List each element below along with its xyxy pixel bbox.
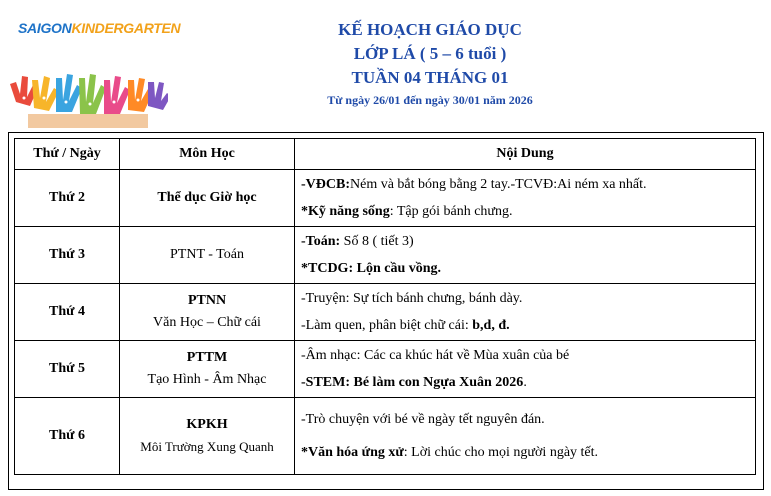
content-line-2 [301, 255, 754, 282]
content-cell [295, 227, 756, 284]
day-cell: Thứ 4 [15, 284, 120, 341]
document-title: KẾ HOẠCH GIÁO DỤC [338, 20, 522, 39]
table-header-row [15, 139, 756, 170]
content-text: Ném và bắt bóng bằng 2 tay.-TCVĐ:Ai ném xa nhất. [350, 177, 647, 192]
class-line: LỚP LÁ ( 5 – 6 tuổi ) [353, 44, 507, 63]
subject-title: PTNN [187, 293, 227, 308]
date-range-line: Từ ngày 26/01 đến ngày 30/01 năm 2026 [327, 93, 533, 107]
header-subject: Môn Học [120, 139, 295, 170]
school-logo [18, 16, 181, 40]
day-cell: Thứ 3 [15, 227, 120, 284]
content-line-1 [301, 228, 754, 255]
content-bold: -STEM: Bé làm con Ngựa Xuân 2026 [301, 375, 524, 390]
colorful-hands-illustration [8, 58, 168, 128]
content-line-2 [301, 439, 754, 466]
content-line-1: -Truyện: Sự tích bánh chưng, bánh dày. [301, 291, 523, 306]
subject-cell [120, 170, 295, 227]
content-text: -Làm quen, phân biệt chữ cái: [301, 318, 473, 333]
content-line-2 [301, 312, 754, 339]
table-row [15, 398, 756, 475]
subject-subtitle: Văn Học – Chữ cái [153, 315, 261, 330]
table-row [15, 284, 756, 341]
subject-cell [120, 284, 295, 341]
logo-part2: KINDERGARTEN [71, 20, 181, 36]
content-line-1: -Âm nhạc: Các ca khúc hát về Mùa xuân của bé [301, 348, 570, 363]
document-header [260, 18, 600, 110]
content-bold: *Kỹ năng sống [301, 204, 390, 219]
schedule-table [14, 138, 756, 475]
content-bold: *Văn hóa ứng xử [301, 445, 404, 460]
content-line-2 [301, 198, 754, 225]
content-line-1: -Trò chuyện với bé về ngày tết nguyên đán. [301, 412, 545, 427]
subject-subtitle: Tạo Hình - Âm Nhạc [147, 372, 267, 387]
content-bold: *TCDG: Lộn cầu vồng. [301, 261, 442, 276]
day-cell: Thứ 5 [15, 341, 120, 398]
content-cell [295, 170, 756, 227]
content-bold: b,d, đ. [472, 318, 510, 333]
subject-title: PTNT - Toán [170, 247, 244, 262]
subject-title: KPKH [186, 417, 228, 432]
content-bold: -Toán: [301, 234, 341, 249]
header-day: Thứ / Ngày [15, 139, 120, 170]
header-content: Nội Dung [295, 139, 756, 170]
logo-part1: SAIGON [18, 20, 72, 36]
subject-cell [120, 227, 295, 284]
content-text: : Tập gói bánh chưng. [389, 204, 513, 219]
table-row [15, 227, 756, 284]
content-text: Số 8 ( tiết 3) [340, 234, 414, 249]
subject-title: PTTM [186, 350, 228, 365]
subject-subtitle: Môi Trường Xung Quanh [140, 439, 274, 454]
subject-cell [120, 341, 295, 398]
content-text: : Lời chúc cho mọi người ngày tết. [403, 445, 599, 460]
content-bold: -VĐCB: [301, 177, 350, 192]
content-line-2 [301, 369, 754, 396]
content-text: . [523, 375, 527, 390]
subject-title: Thể dục Giờ học [157, 190, 257, 205]
content-cell [295, 284, 756, 341]
week-line: TUẦN 04 THÁNG 01 [351, 68, 509, 87]
content-line-1 [301, 171, 754, 198]
table-row [15, 170, 756, 227]
day-cell: Thứ 2 [15, 170, 120, 227]
subject-cell [120, 398, 295, 475]
table-row [15, 341, 756, 398]
content-cell [295, 341, 756, 398]
day-cell: Thứ 6 [15, 398, 120, 475]
content-cell [295, 398, 756, 475]
